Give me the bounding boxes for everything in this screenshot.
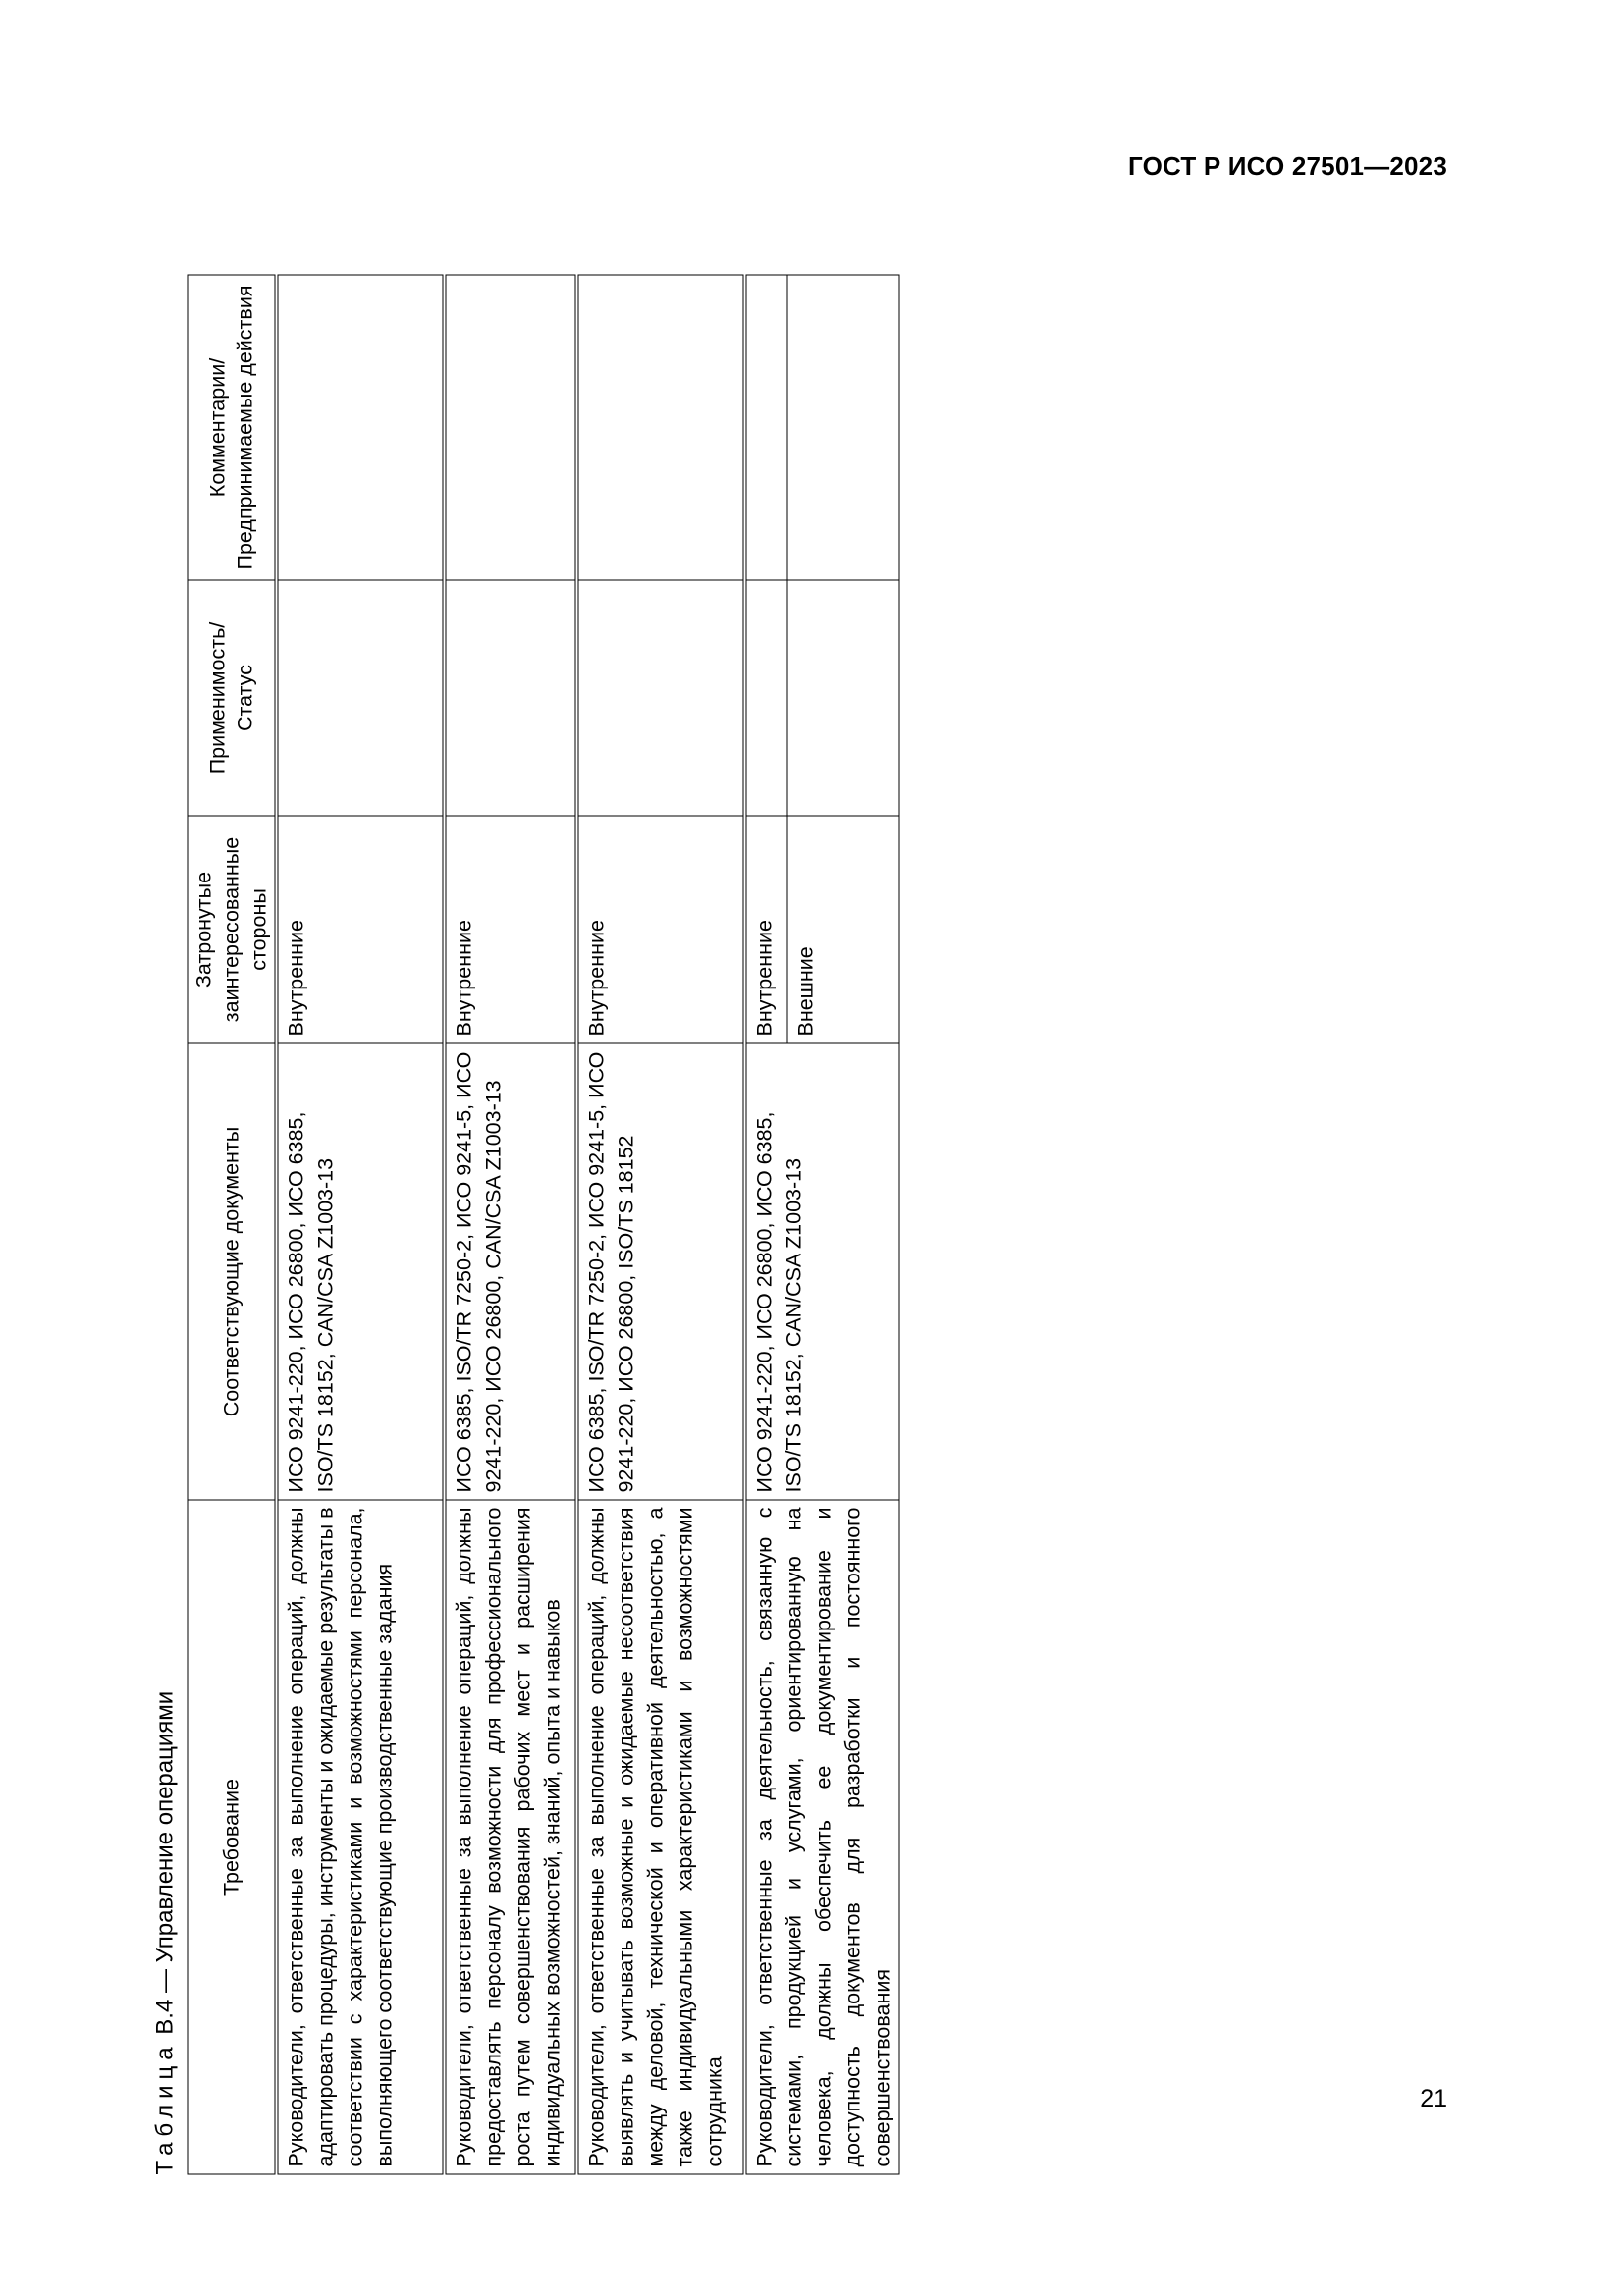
requirement-cell: Руководители, ответственные за выполнение операций, должны предоставлять персоналу возможности для профессионального роста путем совершенствования рабочих мест и расширения индивидуальных возможностей, знаний, опыта и навыков: [444, 1500, 576, 2174]
applicability-external-cell: [787, 580, 899, 816]
stakeholders-cell: Внутренние: [444, 816, 576, 1043]
table-header-row: [188, 275, 277, 2174]
standard-designation: ГОСТ Р ИСО 27501—2023: [1127, 151, 1447, 181]
table-caption: [142, 1691, 187, 2175]
applicability-cell: [276, 580, 444, 816]
rotated-table-block: [142, 276, 893, 2175]
documents-cell: ИСО 6385, ISO/TR 7250-2, ИСО 9241-5, ИСО 9241-220, ИСО 26800, CAN/CSA Z1003-13: [444, 1043, 576, 1500]
column-header-requirement: Требование: [188, 1500, 277, 2174]
stakeholders-cell: Внутренние: [276, 816, 444, 1043]
table-caption-prefix: Таблица: [151, 2041, 178, 2175]
documents-cell: ИСО 9241-220, ИСО 26800, ИСО 6385, ISO/TS 18152, CAN/CSA Z1003-13: [276, 1043, 444, 1500]
comments-cell: [276, 275, 444, 580]
comments-internal-cell: [744, 275, 787, 580]
comments-external-cell: [787, 275, 899, 580]
applicability-cell: [444, 580, 576, 816]
page-number: 21: [1420, 2085, 1447, 2112]
column-header-comments: Комментарии/ Предпринимаемые действия: [188, 275, 277, 580]
table-row: [444, 275, 576, 2174]
applicability-cell: [576, 580, 744, 816]
table-row: [276, 275, 444, 2174]
requirement-cell: Руководители, ответственные за выполнение операций, должны адаптировать процедуры, инструменты и ожидаемые результаты в соответствии с характеристиками и возможностями персонала, выполняющего соответствующие производственные задания: [276, 1500, 444, 2174]
stakeholders-external-cell: Внешние: [787, 816, 899, 1043]
stakeholders-internal-cell: Внутренние: [744, 816, 787, 1043]
operations-management-table: [187, 275, 899, 2175]
column-header-applicability: Применимость/ Статус: [188, 580, 277, 816]
table-row: [576, 275, 744, 2174]
column-header-stakeholders: Затронутые заинтересованные стороны: [188, 816, 277, 1043]
comments-cell: [444, 275, 576, 580]
requirement-cell: Руководители, ответственные за деятельность, связанную с системами, продукцией и услугами, ориентированную на человека, должны обеспечить ее документирование и доступность документов для разработки и постоянного совершенствования: [744, 1500, 899, 2174]
comments-cell: [576, 275, 744, 580]
stakeholders-cell: Внутренние: [576, 816, 744, 1043]
table-row: [744, 275, 787, 2174]
applicability-internal-cell: [744, 580, 787, 816]
documents-cell: ИСО 6385, ISO/TR 7250-2, ИСО 9241-5, ИСО 9241-220, ИСО 26800, ISO/TS 18152: [576, 1043, 744, 1500]
requirement-cell: Руководители, ответственные за выполнение операций, должны выявлять и учитывать возможные и ожидаемые несоответствия между деловой, технической и оперативной деятельностью, а также индивидуальными характеристиками и возможностями сотрудника: [576, 1500, 744, 2174]
table-caption-title: В.4 — Управление операциями: [151, 1690, 178, 2042]
column-header-documents: Соответствующие документы: [188, 1043, 277, 1500]
documents-cell: ИСО 9241-220, ИСО 26800, ИСО 6385, ISO/TS 18152, CAN/CSA Z1003-13: [744, 1043, 899, 1500]
